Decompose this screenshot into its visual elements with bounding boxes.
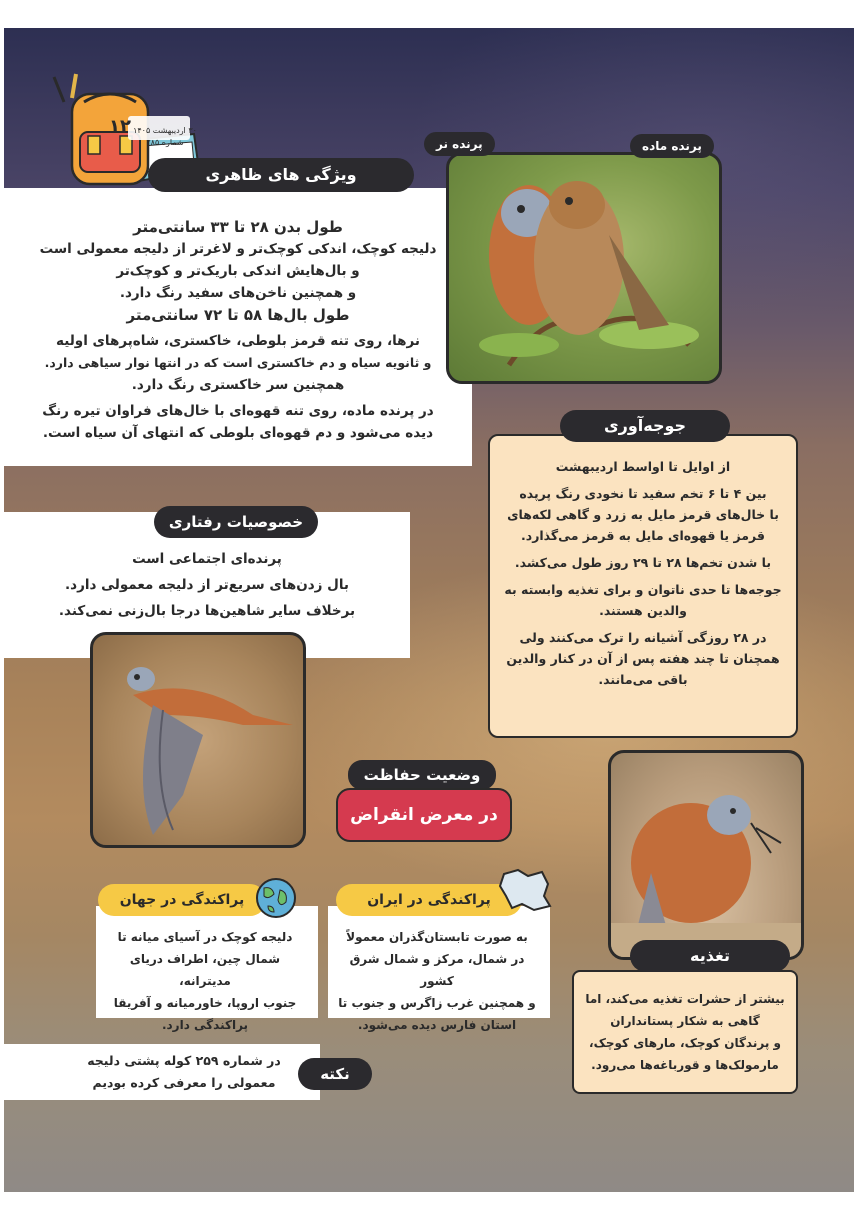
- appearance-title: ویژگی های ظاهری: [148, 158, 414, 192]
- world-line: پراکندگی دارد.: [161, 1018, 249, 1032]
- behavior-line: بال زدن‌های سریع‌تر از دلیجه معمولی دارد.: [65, 577, 349, 593]
- appearance-line: دیده می‌شود و دم قهوه‌ای بلوطی که انتهای آن سیاه است.: [42, 425, 434, 441]
- world-line: شمال چین، اطراف دریای مدیترانه،: [129, 952, 281, 988]
- appearance-line: و ثانویه سیاه و دم خاکستری است که در انتها نوار سیاهی دارد.: [44, 355, 432, 370]
- note-panel: [4, 1044, 320, 1100]
- chicks-line: قرمز یا قهوه‌ای مایل به قرمز می‌گذارد.: [521, 528, 765, 543]
- male-label: پرنده نر: [424, 132, 495, 156]
- feeding-title: تغذیه: [630, 940, 790, 972]
- appearance-line: دلیجه کوچک، اندکی کوچک‌تر و لاغرتر از دلیجه معمولی است: [39, 241, 437, 257]
- conservation-title: وضعیت حفاظت: [348, 760, 496, 790]
- chicks-line: با خال‌های قرمز مایل به زرد و گاهی لکه‌های: [507, 507, 779, 522]
- note-line: معمولی را معرفی کرده بودیم: [92, 1075, 276, 1090]
- page-number: ۱۲: [109, 116, 131, 137]
- chicks-title: جوجه‌آوری: [560, 410, 730, 442]
- magazine-page: [4, 28, 854, 1192]
- appearance-panel: [4, 188, 472, 466]
- chicks-line: در ۲۸ روزگی آشیانه را ترک می‌کنند ولی: [519, 630, 767, 645]
- appearance-line: طول بال‌ها ۵۸ تا ۷۲ سانتی‌متر: [126, 306, 350, 324]
- behavior-line: برخلاف سایر شاهین‌ها درجا بال‌زنی نمی‌کند.: [58, 603, 356, 619]
- chicks-line: از اوایل تا اواسط اردیبهشت: [555, 459, 731, 474]
- chicks-line: والدین هستند.: [599, 603, 687, 618]
- appearance-line: در پرنده ماده، روی تنه قهوه‌ای با خال‌های فراوان تیره رنگ: [42, 403, 434, 419]
- world-panel: [96, 906, 318, 1032]
- appearance-line: و همچنین ناخن‌های سفید رنگ دارد.: [119, 285, 357, 301]
- male-female-photo: [446, 152, 722, 384]
- appearance-line: و بال‌هایش اندکی باریک‌تر و کوچک‌تر: [116, 263, 360, 279]
- chicks-line: با شدن تخم‌ها ۲۸ تا ۲۹ روز طول می‌کشد.: [514, 555, 772, 570]
- issue-number: شماره ۲۸۵: [146, 138, 184, 147]
- feeding-line: بیشتر از حشرات تغذیه می‌کند، اما: [585, 992, 785, 1006]
- feeding-line: مارمولک‌ها و قورباغه‌ها می‌رود.: [591, 1058, 779, 1072]
- appearance-line: نرها، روی تنه قرمز بلوطی، خاکستری، شاه‌پرهای اولیه: [56, 333, 420, 349]
- note-title: نکته: [298, 1058, 372, 1090]
- female-label: پرنده ماده: [630, 134, 714, 158]
- behavior-title: خصوصیات رفتاری: [154, 506, 318, 538]
- world-line: جنوب اروپا، خاورمیانه و آفریقا: [113, 996, 297, 1010]
- chicks-line: جوجه‌ها تا حدی ناتوان و برای تغذیه وابسته به: [504, 582, 782, 597]
- iran-title: پراکندگی در ایران: [336, 884, 522, 916]
- iran-line: به صورت تابستان‌گذران معمولاً: [346, 930, 528, 944]
- issue-date: ۳۰ اردیبهشت ۱۴۰۵: [133, 126, 197, 135]
- chicks-panel: [488, 434, 798, 738]
- appearance-line: همچنین سر خاکستری رنگ دارد.: [131, 377, 345, 393]
- globe-icon: [254, 876, 298, 920]
- feeding-panel: [572, 970, 798, 1094]
- chicks-line: باقی می‌مانند.: [598, 672, 688, 687]
- appearance-line: طول بدن ۲۸ تا ۳۳ سانتی‌متر: [133, 218, 343, 236]
- chicks-line: بین ۴ تا ۶ تخم سفید تا نخودی رنگ پرپده: [519, 486, 767, 501]
- world-line: دلیجه کوچک در آسیای میانه تا: [117, 930, 293, 944]
- iran-panel: [328, 906, 550, 1032]
- note-line: در شماره ۲۵۹ کوله پشتی دلیجه: [87, 1053, 281, 1068]
- feeding-line: و پرندگان کوچک، مارهای کوچک،: [589, 1036, 781, 1050]
- iran-line: در شمال، مرکز و شمال شرق کشور: [349, 952, 525, 988]
- iran-map-icon: [498, 866, 554, 914]
- behavior-line: پرنده‌ای اجتماعی است: [132, 551, 282, 567]
- flying-bird-photo: [90, 632, 306, 848]
- feeding-bird-photo: [608, 750, 804, 960]
- world-title: پراکندگی در جهان: [98, 884, 266, 916]
- conservation-status: در معرض انقراض: [336, 788, 512, 842]
- chicks-line: همچنان تا چند هفته پس از آن در کنار والدین: [506, 651, 780, 666]
- iran-line: و همچنین غرب زاگرس و جنوب تا: [338, 996, 536, 1010]
- feeding-line: گاهی به شکار پستانداران: [610, 1014, 760, 1028]
- iran-line: استان فارس دیده می‌شود.: [357, 1018, 517, 1032]
